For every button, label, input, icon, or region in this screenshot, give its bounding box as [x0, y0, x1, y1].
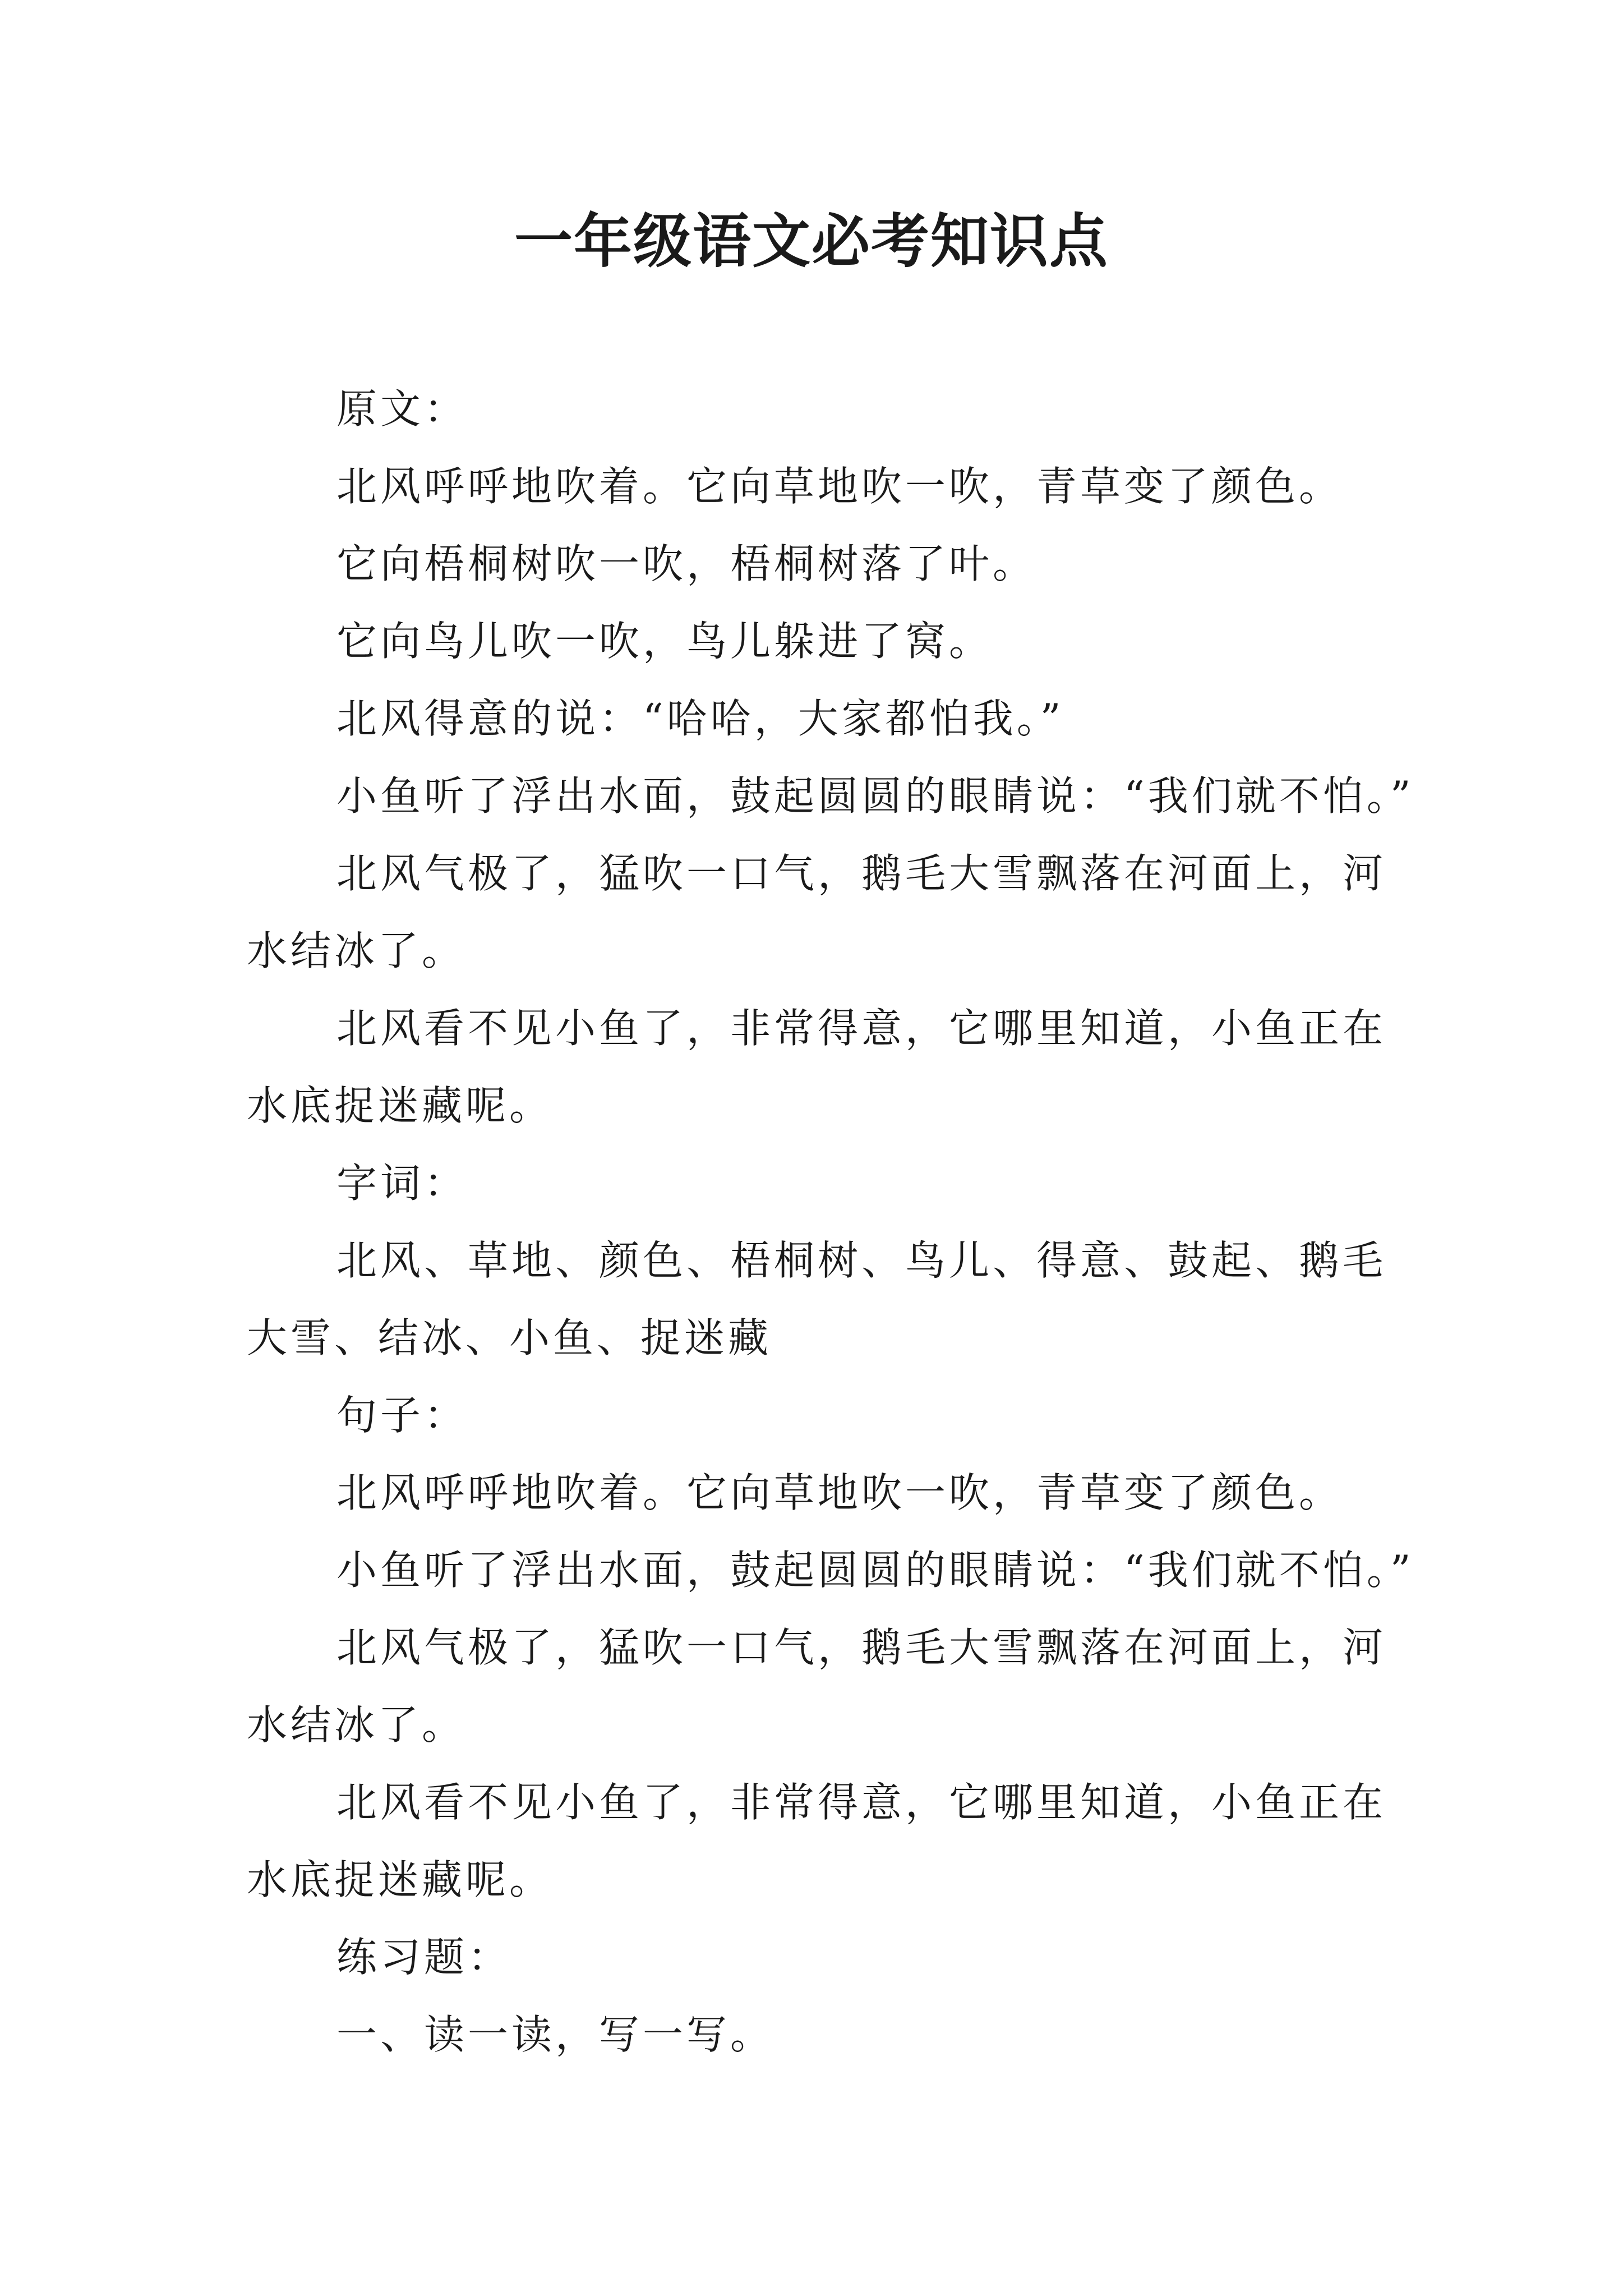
text-line: 一、读一读，写一写。: [336, 2011, 774, 2058]
text-line: 北风、草地、颜色、梧桐树、鸟儿、得意、鼓起、鹅毛: [336, 1237, 1387, 1284]
text-line: 北风气极了，猛吹一口气，鹅毛大雪飘落在河面上，河: [336, 850, 1387, 897]
text-line: 字词：: [336, 1159, 468, 1207]
text-line: 水底捉迷藏呢。: [247, 1082, 554, 1129]
text-line: 练习题：: [336, 1934, 512, 1981]
text-line: 原文：: [336, 385, 468, 432]
text-line: 它向鸟儿吹一吹，鸟儿躲进了窝。: [336, 618, 993, 665]
page-title: 一年级语文必考知识点: [514, 206, 1109, 275]
text-line: 北风呼呼地吹着。它向草地吹一吹，青草变了颜色。: [336, 1469, 1343, 1516]
text-line: 大雪、结冰、小鱼、捉迷藏: [247, 1314, 772, 1361]
text-line: 水结冰了。: [247, 927, 466, 974]
text-line: 北风呼呼地吹着。它向草地吹一吹，青草变了颜色。: [336, 463, 1343, 510]
text-line: 水结冰了。: [247, 1701, 466, 1749]
text-line: 北风气极了，猛吹一口气，鹅毛大雪飘落在河面上，河: [336, 1624, 1387, 1671]
text-line: 小鱼听了浮出水面，鼓起圆圆的眼睛说：“我们就不怕。”: [336, 1547, 1414, 1594]
text-line: 北风看不见小鱼了，非常得意，它哪里知道，小鱼正在: [336, 1779, 1387, 1826]
text-line: 北风看不见小鱼了，非常得意，它哪里知道，小鱼正在: [336, 1005, 1387, 1052]
text-line: 句子：: [336, 1392, 468, 1439]
text-line: 它向梧桐树吹一吹，梧桐树落了叶。: [336, 540, 1037, 587]
text-line: 小鱼听了浮出水面，鼓起圆圆的眼睛说：“我们就不怕。”: [336, 772, 1414, 820]
text-line: 水底捉迷藏呢。: [247, 1856, 554, 1903]
document-body: [247, 370, 1419, 2073]
text-line: 北风得意的说：“哈哈，大家都怕我。”: [336, 695, 1064, 742]
